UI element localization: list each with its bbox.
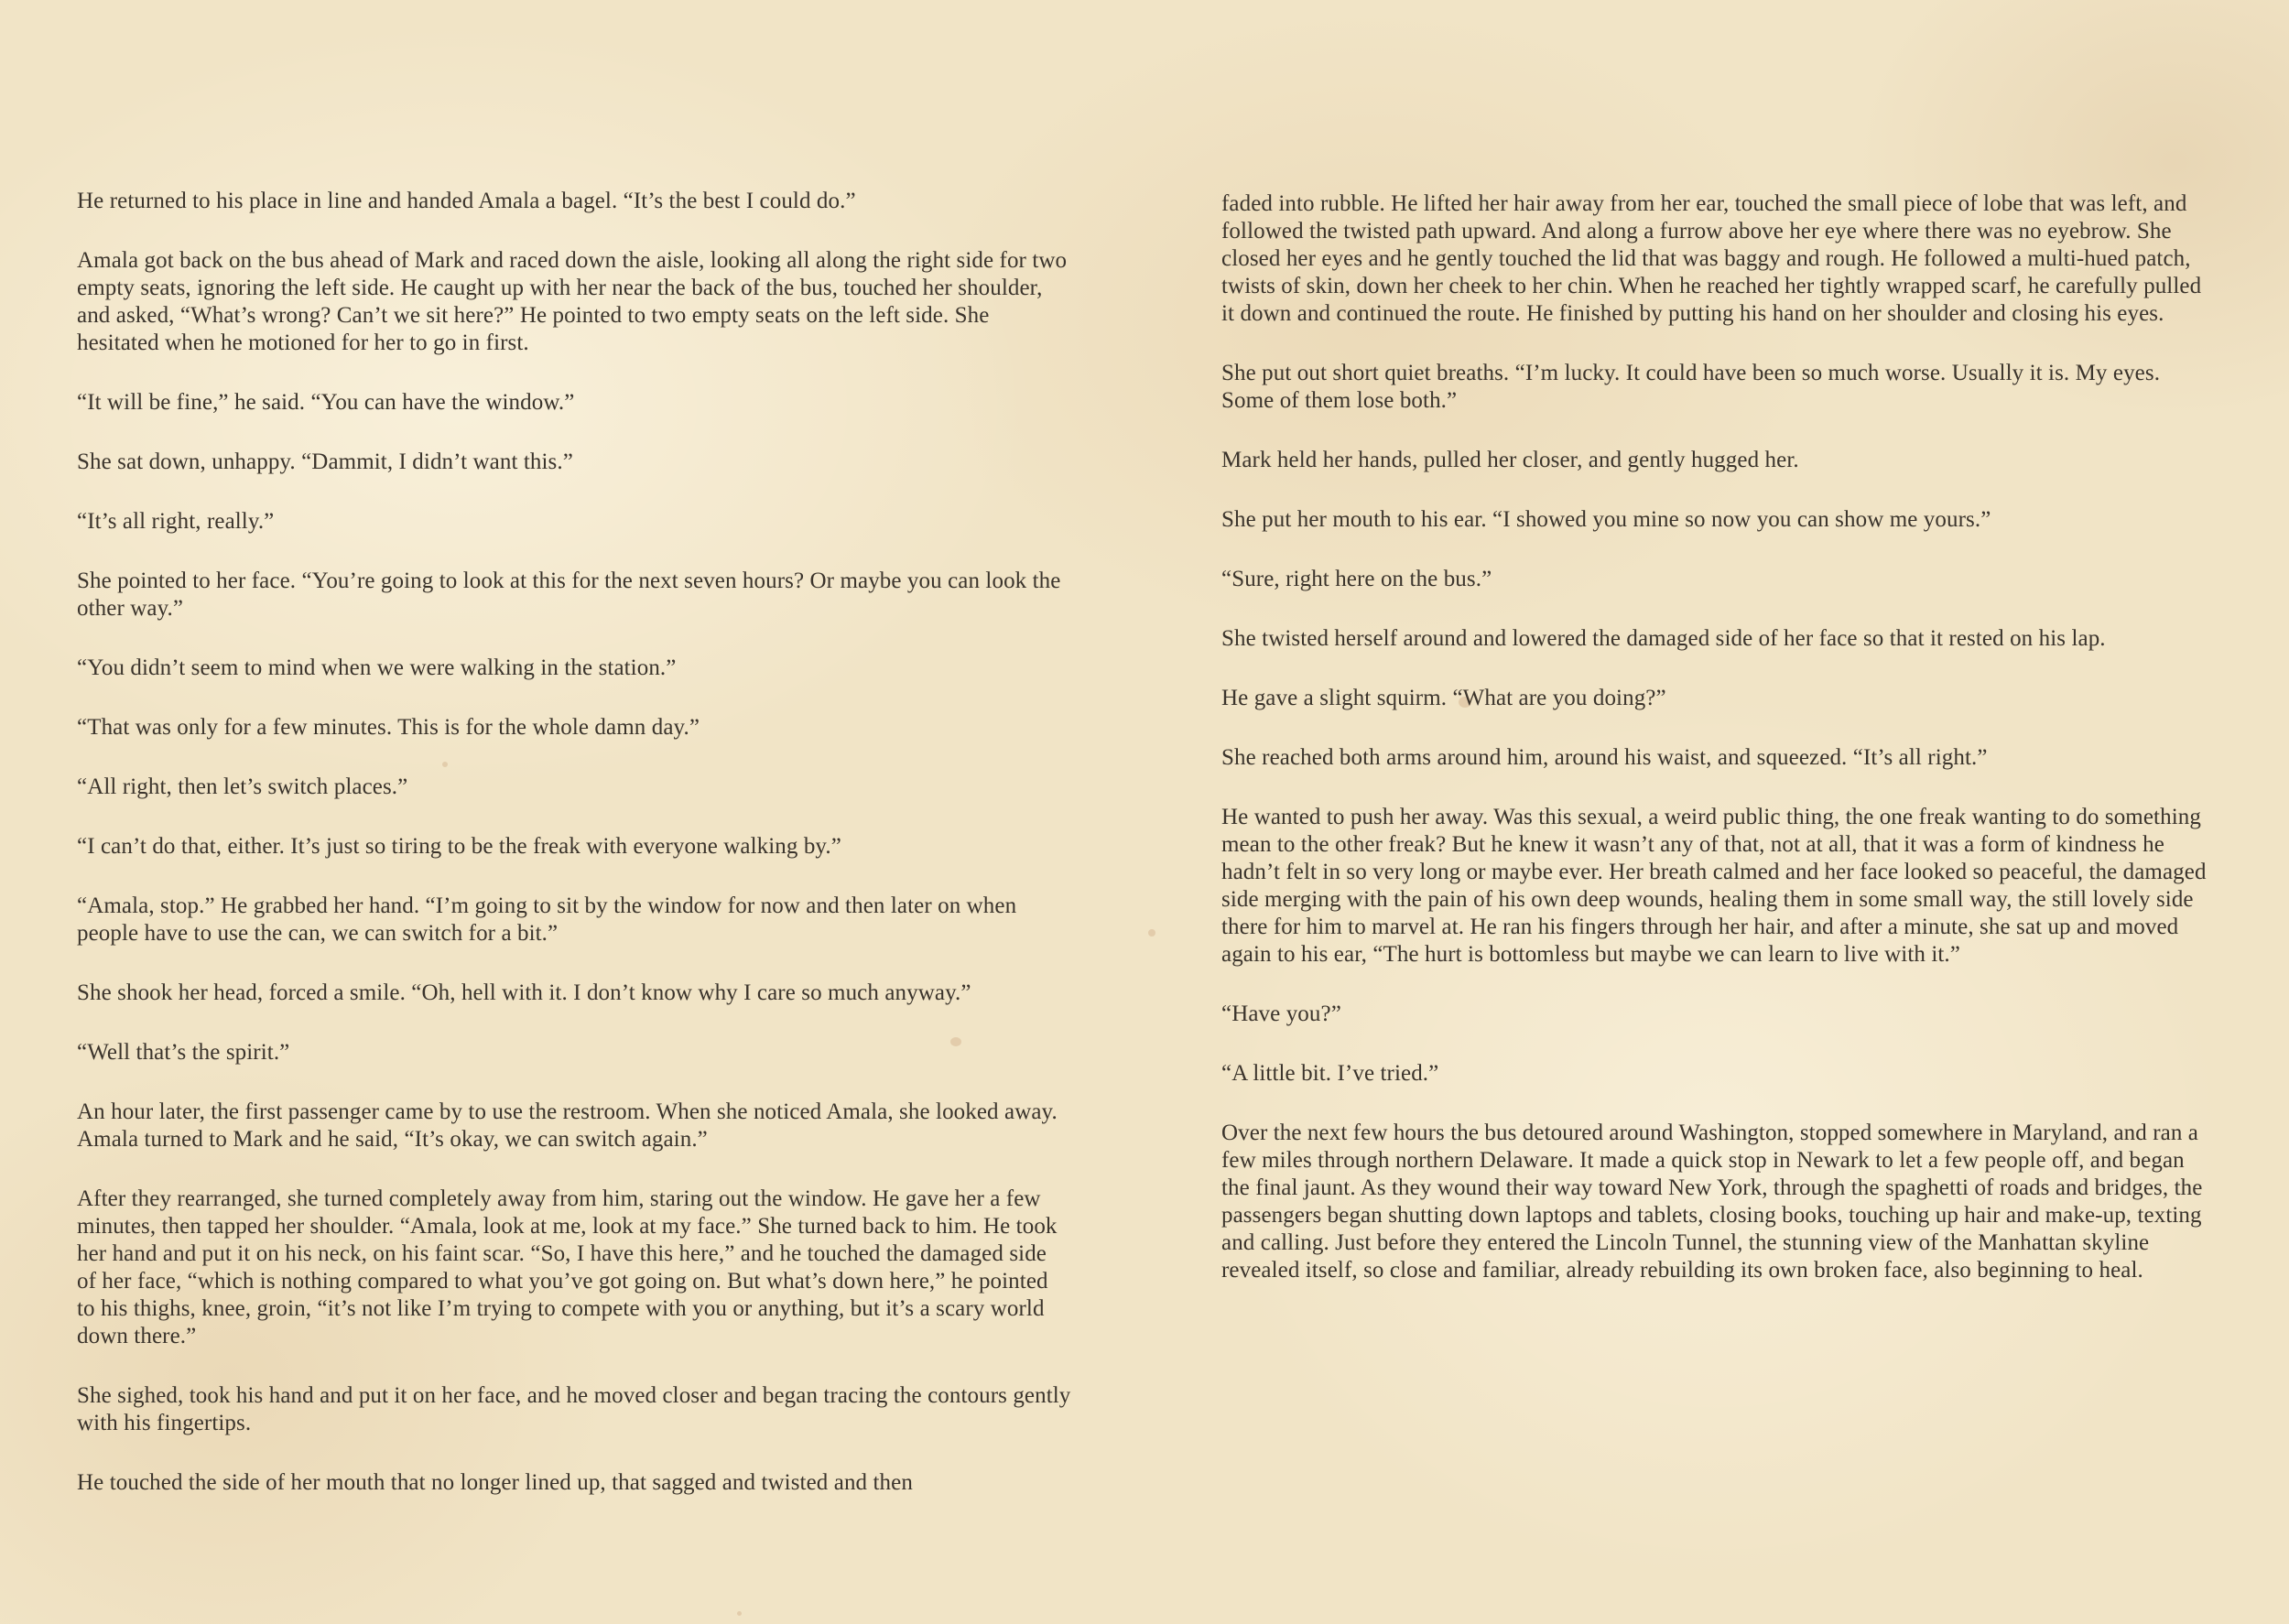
paragraph: He touched the side of her mouth that no longer lined up, that sagged and twisted and then xyxy=(77,1470,913,1495)
paragraph: “It will be fine,” he said. “You can have the window.” xyxy=(77,390,575,415)
paragraph: Mark held her hands, pulled her closer, and gently hugged her. xyxy=(1221,448,1799,472)
paragraph: Over the next few hours the bus detoured around Washington, stopped somewhere in Maryland, and ran a few miles through northern Delaware. It made a quick stop in Newark to let a few people off, and began the final jaunt. As they wound their way toward New York, through the spaghetti of roads and bridges, the passengers began shutting down laptops and tablets, closing books, touching up hair and make-up, texting and calling. Just before they entered the Lincoln Tunnel, the stunning view of the Manhattan skyline revealed itself, so close and familiar, already rebuilding its own broken face, also beginning to heal. xyxy=(1221,1121,2203,1283)
left-page xyxy=(77,188,1071,1529)
paragraph: She twisted herself around and lowered the damaged side of her face so that it rested on his lap. xyxy=(1221,626,2106,651)
paragraph: An hour later, the first passenger came by to use the restroom. When she noticed Amala, she looked away. Amala turned to Mark and he said, “It’s okay, we can switch again.” xyxy=(77,1099,1058,1152)
paper-stain xyxy=(737,1611,742,1616)
paragraph: She pointed to her face. “You’re going to look at this for the next seven hours? Or maybe you can look the other way.” xyxy=(77,568,1061,621)
paragraph: She put her mouth to his ear. “I showed you mine so now you can show me yours.” xyxy=(1221,507,1991,532)
paragraph: “Have you?” xyxy=(1221,1001,1341,1026)
paragraph: “All right, then let’s switch places.” xyxy=(77,774,408,799)
paper-stain xyxy=(1148,929,1155,937)
paragraph: He gave a slight squirm. “What are you doing?” xyxy=(1221,686,1666,710)
paragraph: After they rearranged, she turned completely away from him, staring out the window. He gave her a few minutes, then tapped her shoulder. “Amala, look at me, look at my face.” She turned back to him. He took her hand and put it on his neck, on his faint scar. “So, I have this here,” and he touched the damaged side of her face, “which is nothing compared to what you’ve got going on. But what’s down here,” he pointed to his thighs, knee, groin, “it’s not like I’m trying to compete with you or anything, but it’s a scary world down there.” xyxy=(77,1186,1058,1348)
paragraph: She sighed, took his hand and put it on her face, and he moved closer and began tracing the contours gently with his fingertips. xyxy=(77,1383,1071,1435)
paragraph: “Amala, stop.” He grabbed her hand. “I’m going to sit by the window for now and then later on when people have to use the can, we can switch for a bit.” xyxy=(77,893,1017,946)
paragraph: She sat down, unhappy. “Dammit, I didn’t want this.” xyxy=(77,449,573,474)
paragraph: She put out short quiet breaths. “I’m lucky. It could have been so much worse. Usually it is. My eyes. Some of them lose both.” xyxy=(1221,361,2161,413)
right-page xyxy=(1221,190,2210,1316)
paragraph: “I can’t do that, either. It’s just so tiring to be the freak with everyone walking by.” xyxy=(77,834,841,859)
paragraph: “Sure, right here on the bus.” xyxy=(1221,567,1492,591)
paragraph: “You didn’t seem to mind when we were walking in the station.” xyxy=(77,655,677,680)
paragraph: She reached both arms around him, around his waist, and squeezed. “It’s all right.” xyxy=(1221,745,1988,770)
paragraph: He wanted to push her away. Was this sexual, a weird public thing, the one freak wanting to do something mean to the other freak? But he knew it wasn’t any of that, not at all, that it was a form of kindness he hadn’t felt in so very long or maybe ever. Her breath calmed and her face looked so peaceful, the damaged side merging with the pain of his own deep wounds, healing them in some small way, the still lovely side there for him to marvel at. He ran his fingers through her hair, and after a minute, she sat up and moved again to his ear, “The hurt is bottomless but maybe we can learn to live with it.” xyxy=(1221,805,2207,967)
paragraph: Amala got back on the bus ahead of Mark and raced down the aisle, looking all along the right side for two empty seats, ignoring the left side. He caught up with her near the back of the bus, touched her shoulder, and asked, “What’s wrong? Can’t we sit here?” He pointed to two empty seats on the left side. She hesitated when he motioned for her to go in first. xyxy=(77,248,1068,355)
paragraph: “Well that’s the spirit.” xyxy=(77,1040,290,1065)
paragraph: “That was only for a few minutes. This is for the whole damn day.” xyxy=(77,715,700,740)
paragraph: faded into rubble. He lifted her hair away from her ear, touched the small piece of lobe that was left, and followed the twisted path upward. And along a furrow above her eye where there was no eyebrow. She closed her eyes and he gently touched the lid that was baggy and rough. He followed a multi-hued patch, twists of skin, down her cheek to her chin. When he reached her tightly wrapped scarf, he carefully pulled it down and continued the route. He finished by putting his hand on her shoulder and closing his eyes. xyxy=(1221,191,2202,326)
paragraph: “It’s all right, really.” xyxy=(77,509,275,534)
paragraph: He returned to his place in line and handed Amala a bagel. “It’s the best I could do.” xyxy=(77,189,856,213)
paragraph: She shook her head, forced a smile. “Oh, hell with it. I don’t know why I care so much anyway.” xyxy=(77,980,971,1005)
paragraph: “A little bit. I’ve tried.” xyxy=(1221,1061,1439,1086)
